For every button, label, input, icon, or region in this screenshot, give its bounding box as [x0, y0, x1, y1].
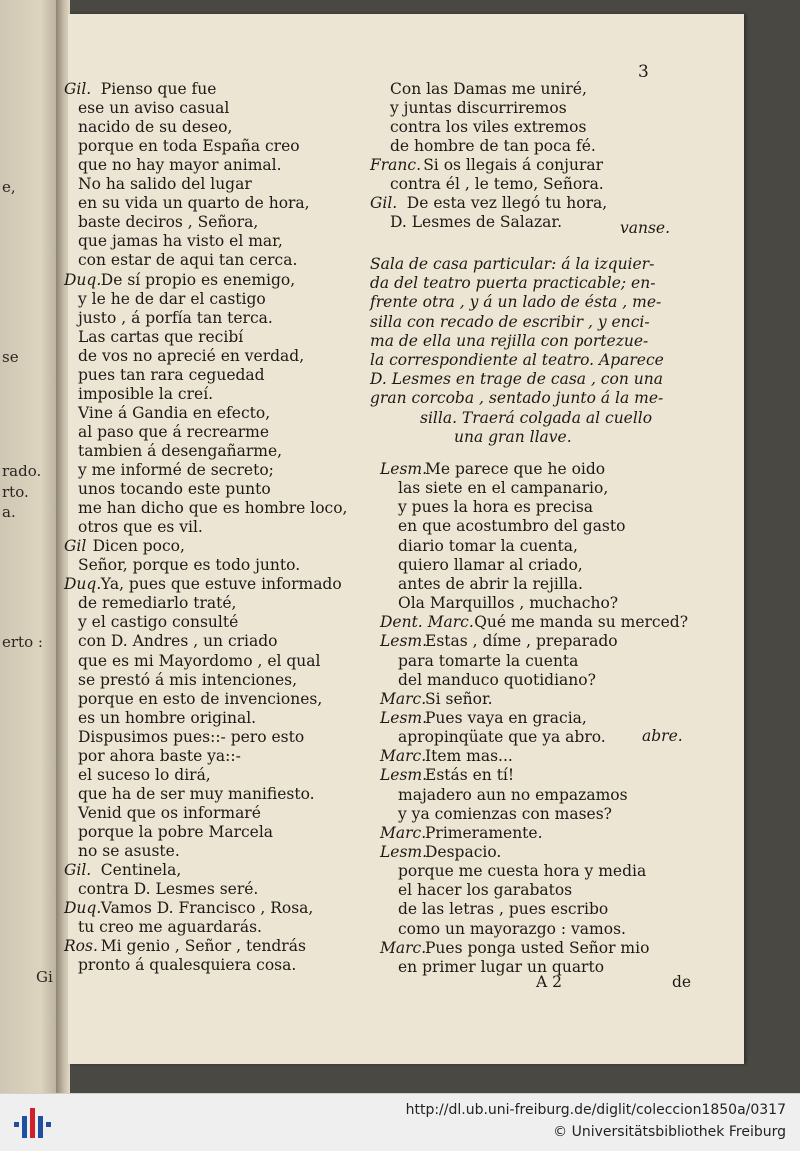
verse-line: apropinqüate que ya abro. [398, 728, 606, 747]
verse-line: no se asuste. [78, 842, 180, 860]
verse-line: pues tan rara ceguedad [78, 365, 265, 384]
speaker-name: Duq. [64, 575, 102, 594]
verse-line: Vine á Gandia en efecto, [78, 403, 271, 422]
verse-line: contra D. Lesmes seré. [78, 880, 259, 899]
stage-direction-line: una gran llave. [454, 427, 572, 446]
verse-line: pronto á qualesquiera cosa. [78, 956, 297, 975]
speaker-name: Lesm. [380, 708, 428, 727]
verse-line: Estas , díme , preparado [425, 632, 618, 651]
speaker-name: Marc. [380, 823, 427, 842]
verse-line: imposible la creí. [78, 384, 214, 403]
verse-line: Si señor. [425, 689, 493, 708]
verse-line: porque me cuesta hora y media [398, 862, 647, 881]
verse-line: Señor, porque es todo junto. [78, 556, 301, 575]
left-page-fragment: a. [2, 503, 16, 521]
speaker-name: Franc. [370, 156, 421, 175]
verse-line: tu creo me aguardarás. [78, 918, 262, 937]
speaker-name: Marc. [380, 689, 427, 708]
verse-line: que jamas ha visto el mar, [78, 232, 283, 251]
viewer-footer [0, 1093, 800, 1151]
speaker-name: Gil. [64, 861, 92, 880]
verse-line: Qué me manda su merced? [474, 613, 689, 632]
verse-line: quiero llamar al criado, [398, 555, 583, 574]
speaker-name: Ros. [64, 937, 98, 956]
verse-line: tambien á desengañarme, [78, 441, 283, 460]
speaker-name: Duq. [64, 899, 102, 918]
verse-line: al paso que á recrearme [78, 422, 270, 441]
stage-direction-line: gran corcoba , sentado junto á la me- [370, 389, 664, 408]
signature-mark: A 2 [536, 973, 562, 991]
verse-line: se prestó á mis intenciones, [78, 670, 298, 689]
verse-line: Mi genio , Señor , tendrás [100, 937, 306, 956]
verse-line: majadero aun no empazamos [398, 785, 628, 804]
verse-line: Despacio. [425, 843, 502, 861]
verse-line: el suceso lo dirá, [78, 765, 211, 784]
verse-line: el hacer los garabatos [398, 881, 573, 900]
stage-direction-line: frente otra , y á un lado de ésta , me- [370, 293, 662, 312]
verse-line: Item mas... [425, 747, 513, 766]
left-page-edge [0, 0, 58, 1093]
verse-line: Ya, pues que estuve informado [100, 575, 342, 594]
verse-line: otros que es vil. [78, 518, 203, 537]
verse-line: diario tomar la cuenta, [398, 536, 578, 555]
verse-line: D. Lesmes de Salazar. [390, 213, 563, 232]
verse-line: nacido de su deseo, [78, 118, 233, 137]
verse-line: Si os llegais á conjurar [423, 156, 604, 175]
left-page-fragment: e, [2, 178, 16, 196]
stage-exit-direction: vanse. [620, 219, 671, 237]
verse-line: antes de abrir la rejilla. [398, 574, 583, 593]
verse-line: Pues ponga usted Señor mio [425, 938, 650, 957]
verse-line: unos tocando este punto [78, 480, 271, 499]
verse-line: De sí propio es enemigo, [100, 270, 296, 289]
speaker-name: Gil. [370, 194, 398, 213]
verse-line: de remediarlo traté, [78, 594, 237, 613]
speaker-name: Lesm. [380, 766, 428, 785]
verse-line: para tomarte la cuenta [398, 651, 579, 670]
verse-line: y me informé de secreto; [78, 461, 274, 479]
verse-line: De esta vez llegó tu hora, [406, 194, 608, 213]
verse-line: que ha de ser muy manifiesto. [78, 784, 315, 803]
verse-line: y le he de dar el castigo [78, 289, 266, 308]
verse-line: Estás en tí! [425, 766, 515, 785]
catchword: de [672, 973, 692, 991]
stage-direction-line: D. Lesmes en trage de casa , con una [370, 370, 663, 389]
verse-line: ese un aviso casual [78, 99, 230, 118]
verse-line: Primeramente. [425, 823, 543, 842]
speaker-name: Lesm. [380, 460, 428, 478]
verse-line: Vamos D. Francisco , Rosa, [100, 899, 314, 918]
verse-line: con estar de aqui tan cerca. [78, 251, 298, 270]
verse-line: es un hombre original. [78, 708, 257, 727]
verse-line: y ya comienzas con mases? [398, 804, 612, 823]
speaker-name: Marc. [380, 747, 427, 766]
verse-line: las siete en el campanario, [398, 479, 609, 498]
verse-line: Las cartas que recibí [78, 327, 244, 346]
stage-direction-abre: abre. [642, 727, 683, 745]
verse-line: en que acostumbro del gasto [398, 517, 626, 536]
verse-line: Pienso que fue [100, 80, 217, 98]
verse-line: me han dicho que es hombre loco, [78, 499, 348, 518]
speaker-name: Gil [64, 537, 87, 556]
speaker-name: Dent. Marc. [380, 613, 474, 632]
verse-line: en primer lugar un quarto [398, 957, 605, 976]
verse-line: de las letras , pues escribo [398, 900, 609, 919]
left-page-fragment: se [2, 348, 19, 366]
verse-line: que es mi Mayordomo , el qual [78, 651, 321, 670]
left-page-fragment: rto. [2, 483, 29, 501]
verse-line: No ha salido del lugar [78, 175, 252, 194]
stage-direction-line: silla. Traerá colgada al cuello [420, 408, 653, 427]
stage-direction-line: la correspondiente al teatro. Aparece [370, 351, 664, 369]
verse-line: Dicen poco, [92, 537, 185, 556]
verse-line: Me parece que he oido [425, 460, 606, 478]
speaker-name: Gil. [64, 80, 92, 98]
stage-direction-line: da del teatro puerta practicable; en- [370, 274, 656, 293]
verse-line: Venid que os informaré [78, 803, 261, 822]
left-page-fragment: erto : [2, 633, 43, 651]
verse-line: con D. Andres , un criado [78, 632, 278, 651]
verse-line: contra los viles extremos [390, 118, 587, 137]
verse-line: contra él , le temo, Señora. [390, 175, 604, 194]
verse-line: y el castigo consulté [78, 613, 239, 632]
speaker-name: Marc. [380, 938, 427, 957]
verse-line: del manduco quotidiano? [398, 670, 596, 689]
verse-line: de hombre de tan poca fé. [390, 137, 596, 156]
copyright-notice: © Universitätsbibliothek Freiburg [553, 1124, 786, 1140]
verse-line: por ahora baste ya::- [78, 746, 241, 765]
page-number: 3 [638, 62, 649, 82]
verse-line: baste deciros , Señora, [78, 213, 259, 232]
stage-direction-line: Sala de casa particular: á la izquier- [370, 255, 655, 273]
book-page [64, 14, 744, 1064]
verse-line: y pues la hora es precisa [398, 498, 594, 517]
speaker-name: Lesm. [380, 843, 428, 861]
verse-line: en su vida un quarto de hora, [78, 194, 310, 213]
stage-direction-line: silla con recado de escribir , y enci- [370, 312, 650, 331]
verse-line: como un mayorazgo : vamos. [398, 919, 626, 938]
permalink-url[interactable]: http://dl.ub.uni-freiburg.de/diglit/coleccion1850a/0317 [405, 1102, 786, 1118]
speaker-name: Lesm. [380, 632, 428, 651]
verse-line: y juntas discurriremos [390, 99, 567, 118]
library-logo-icon [12, 1104, 52, 1142]
verse-line: de vos no aprecié en verdad, [78, 346, 305, 365]
left-page-fragment: Gi [36, 968, 53, 986]
verse-line: porque en toda España creo [78, 137, 300, 156]
verse-line: Dispusimos pues::- pero esto [78, 727, 305, 746]
stage-direction-line: ma de ella una rejilla con portezue- [370, 331, 649, 350]
verse-line: Pues vaya en gracia, [425, 708, 587, 727]
verse-line: porque la pobre Marcela [78, 822, 274, 841]
verse-line: Centinela, [100, 861, 182, 880]
speaker-name: Duq. [64, 270, 102, 289]
verse-line: Con las Damas me uniré, [390, 80, 587, 98]
verse-line: porque en esto de invenciones, [78, 689, 323, 708]
left-page-fragment: rado. [2, 462, 42, 480]
verse-line: Ola Marquillos , muchacho? [398, 594, 619, 613]
verse-line: que no hay mayor animal. [78, 156, 282, 175]
verse-line: justo , á porfía tan terca. [78, 308, 273, 327]
